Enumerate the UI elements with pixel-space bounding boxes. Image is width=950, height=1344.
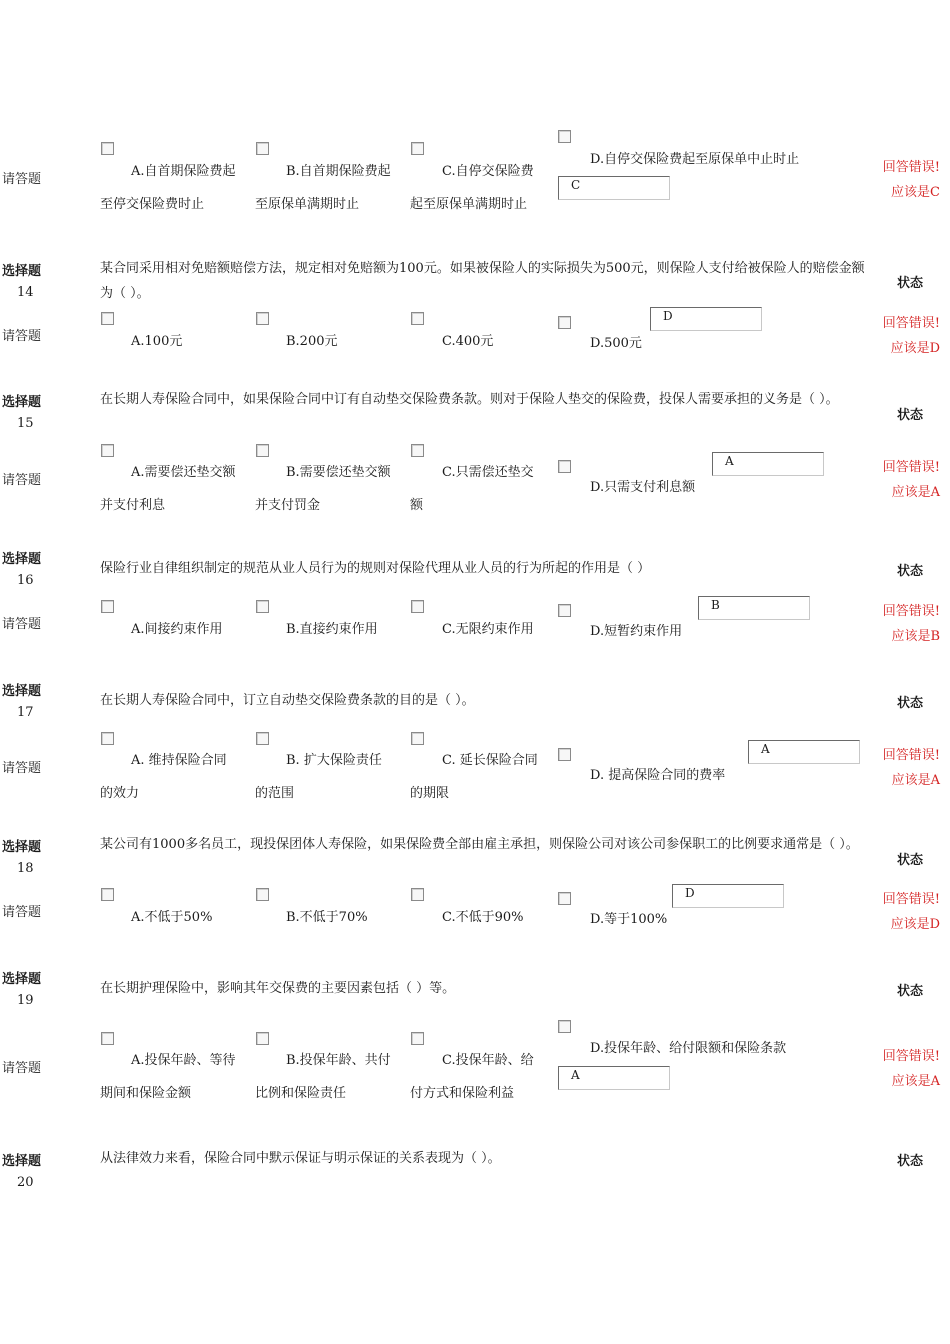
question-label: 选择题 <box>2 840 42 855</box>
question-stem: 在长期人寿保险合同中，如果保险合同中订有自动垫交保险费条款。则对于保险人垫交的保险费，投保人需要承担的义务是（ ）。 <box>100 392 839 407</box>
option-c-wrap: 额 <box>410 498 424 513</box>
result-correct-answer: 应该是A <box>891 773 940 788</box>
question-number: 15 <box>17 416 34 431</box>
answer-input[interactable]: B <box>698 596 810 620</box>
status-label: 状态 <box>897 696 924 711</box>
question-number: 19 <box>17 993 34 1008</box>
result-wrong: 回答错误! <box>882 604 940 619</box>
question-stem: 某合同采用相对免赔额赔偿方法，规定相对免赔额为100元。如果被保险人的实际损失为500元，则保险人支付给被保险人的赔偿金额为（ ）。 <box>100 261 865 301</box>
answer-input[interactable]: A <box>558 1066 670 1090</box>
checkbox-option-b[interactable] <box>256 312 269 325</box>
result-correct-answer: 应该是D <box>890 917 940 932</box>
checkbox-option-d[interactable] <box>558 604 571 617</box>
question-stem: 保险行业自律组织制定的规范从业人员行为的规则对保险代理从业人员的行为所起的作用是（ ） <box>100 561 651 576</box>
option-d-label: D. 提高保险合同的费率 <box>590 768 726 783</box>
answer-prompt: 请答题 <box>2 473 42 488</box>
option-a-wrap: 的效力 <box>100 786 140 801</box>
option-a-wrap: 期间和保险金额 <box>100 1086 192 1101</box>
option-b-wrap: 至原保单满期时止 <box>255 197 360 212</box>
answer-prompt: 请答题 <box>2 761 42 776</box>
question-stem: 在长期护理保险中，影响其年交保费的主要因素包括（ ）等。 <box>100 981 456 996</box>
checkbox-option-a[interactable] <box>101 312 114 325</box>
option-a-label: A.投保年龄、等待 <box>131 1053 236 1068</box>
result-wrong: 回答错误! <box>882 748 940 763</box>
question-number: 20 <box>17 1175 34 1190</box>
answer-prompt: 请答题 <box>2 617 42 632</box>
option-b-wrap: 并支付罚金 <box>255 498 321 513</box>
answer-prompt: 请答题 <box>2 1061 42 1076</box>
option-a-wrap: 至停交保险费时止 <box>100 197 205 212</box>
checkbox-option-b[interactable] <box>256 888 269 901</box>
question-stem: 某公司有1000多名员工，现投保团体人寿保险，如果保险费全部由雇主承担，则保险公司对该公司参保职工的比例要求通常是（ ）。 <box>100 837 859 852</box>
checkbox-option-d[interactable] <box>558 316 571 329</box>
checkbox-option-d[interactable] <box>558 460 571 473</box>
option-a-wrap: 并支付利息 <box>100 498 166 513</box>
answer-prompt: 请答题 <box>2 905 42 920</box>
question-label: 选择题 <box>2 1154 42 1169</box>
checkbox-option-b[interactable] <box>256 142 269 155</box>
checkbox-option-b[interactable] <box>256 1032 269 1045</box>
checkbox-option-c[interactable] <box>411 1032 424 1045</box>
checkbox-option-d[interactable] <box>558 748 571 761</box>
question-number: 14 <box>17 285 34 300</box>
option-a-label: A.不低于50% <box>131 910 213 925</box>
checkbox-option-d[interactable] <box>558 892 571 905</box>
checkbox-option-a[interactable] <box>101 732 114 745</box>
checkbox-option-a[interactable] <box>101 142 114 155</box>
result-correct-answer: 应该是A <box>891 485 940 500</box>
option-c-label: C. 延长保险合同 <box>442 753 538 768</box>
option-c-label: C.不低于90% <box>442 910 524 925</box>
checkbox-option-b[interactable] <box>256 732 269 745</box>
checkbox-option-b[interactable] <box>256 444 269 457</box>
option-d-label: D.短暂约束作用 <box>590 624 683 639</box>
checkbox-option-b[interactable] <box>256 600 269 613</box>
option-c-wrap: 的期限 <box>410 786 450 801</box>
option-b-label: B.直接约束作用 <box>286 622 378 637</box>
result-wrong: 回答错误! <box>882 460 940 475</box>
option-d-label: D.自停交保险费起至原保单中止时止 <box>590 152 800 167</box>
checkbox-option-c[interactable] <box>411 142 424 155</box>
result-correct-answer: 应该是A <box>891 1074 940 1089</box>
checkbox-option-d[interactable] <box>558 1020 571 1033</box>
status-label: 状态 <box>897 984 924 999</box>
option-c-label: C.投保年龄、给 <box>442 1053 534 1068</box>
checkbox-option-c[interactable] <box>411 600 424 613</box>
answer-input[interactable]: A <box>712 452 824 476</box>
question-label: 选择题 <box>2 395 42 410</box>
option-c-wrap: 付方式和保险利益 <box>410 1086 515 1101</box>
checkbox-option-a[interactable] <box>101 600 114 613</box>
option-c-label: C.400元 <box>442 334 494 349</box>
option-b-label: B.自首期保险费起 <box>286 164 391 179</box>
option-b-wrap: 的范围 <box>255 786 295 801</box>
answer-input[interactable]: C <box>558 176 670 200</box>
option-a-label: A.100元 <box>131 334 183 349</box>
option-b-label: B.200元 <box>286 334 338 349</box>
question-number: 17 <box>17 705 34 720</box>
option-c-label: C.只需偿还垫交 <box>442 465 534 480</box>
option-d-label: D.投保年龄、给付限额和保险条款 <box>590 1041 787 1056</box>
question-stem: 在长期人寿保险合同中，订立自动垫交保险费条款的目的是（ ）。 <box>100 693 475 708</box>
checkbox-option-d[interactable] <box>558 130 571 143</box>
status-label: 状态 <box>897 853 924 868</box>
option-b-wrap: 比例和保险责任 <box>255 1086 347 1101</box>
option-d-label: D.只需支付利息额 <box>590 480 696 495</box>
checkbox-option-c[interactable] <box>411 732 424 745</box>
option-a-label: A.间接约束作用 <box>131 622 223 637</box>
option-b-label: B. 扩大保险责任 <box>286 753 382 768</box>
checkbox-option-c[interactable] <box>411 444 424 457</box>
option-b-label: B.投保年龄、共付 <box>286 1053 391 1068</box>
status-label: 状态 <box>897 1154 924 1169</box>
result-wrong: 回答错误! <box>882 892 940 907</box>
result-correct-answer: 应该是C <box>891 185 940 200</box>
option-a-label: A.自首期保险费起 <box>131 164 236 179</box>
option-d-label: D.等于100% <box>590 912 668 927</box>
question-label: 选择题 <box>2 972 42 987</box>
result-wrong: 回答错误! <box>882 1049 940 1064</box>
result-wrong: 回答错误! <box>882 160 940 175</box>
option-c-label: C.无限约束作用 <box>442 622 534 637</box>
checkbox-option-a[interactable] <box>101 1032 114 1045</box>
option-c-label: C.自停交保险费 <box>442 164 534 179</box>
option-d-label: D.500元 <box>590 336 642 351</box>
checkbox-option-c[interactable] <box>411 312 424 325</box>
answer-prompt: 请答题 <box>2 329 42 344</box>
checkbox-option-a[interactable] <box>101 444 114 457</box>
question-number: 16 <box>17 573 34 588</box>
option-a-label: A. 维持保险合同 <box>131 753 227 768</box>
status-label: 状态 <box>897 408 924 423</box>
status-label: 状态 <box>897 276 924 291</box>
result-wrong: 回答错误! <box>882 316 940 331</box>
question-label: 选择题 <box>2 264 42 279</box>
option-a-label: A.需要偿还垫交额 <box>131 465 236 480</box>
option-b-label: B.不低于70% <box>286 910 368 925</box>
question-stem: 从法律效力来看，保险合同中默示保证与明示保证的关系表现为（ ）。 <box>100 1151 501 1166</box>
answer-prompt: 请答题 <box>2 172 42 187</box>
answer-input[interactable]: D <box>650 307 762 331</box>
checkbox-option-c[interactable] <box>411 888 424 901</box>
option-b-label: B.需要偿还垫交额 <box>286 465 391 480</box>
option-c-wrap: 起至原保单满期时止 <box>410 197 528 212</box>
result-correct-answer: 应该是D <box>890 341 940 356</box>
question-number: 18 <box>17 861 34 876</box>
question-label: 选择题 <box>2 552 42 567</box>
result-correct-answer: 应该是B <box>891 629 940 644</box>
status-label: 状态 <box>897 564 924 579</box>
question-label: 选择题 <box>2 684 42 699</box>
checkbox-option-a[interactable] <box>101 888 114 901</box>
answer-input[interactable]: A <box>748 740 860 764</box>
answer-input[interactable]: D <box>672 884 784 908</box>
